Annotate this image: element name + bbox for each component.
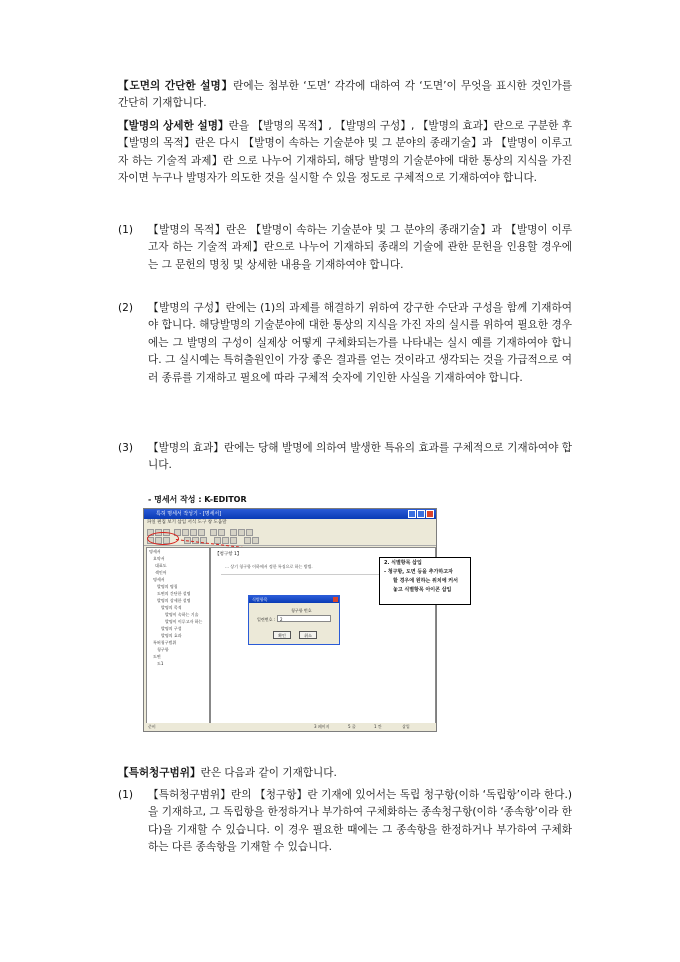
heading-claims: 【특허청구범위】 xyxy=(118,767,201,779)
image-icon[interactable] xyxy=(246,529,253,536)
window-title: 특허 명세서 작성기 - [명세서] xyxy=(156,511,222,517)
paragraph-detailed-description xyxy=(118,118,572,188)
tree-item[interactable]: 도1 xyxy=(157,661,164,666)
dialog-title: 식별항목 xyxy=(249,596,339,603)
ok-button[interactable]: 확인 xyxy=(273,631,291,639)
status-ready: 준비 xyxy=(148,724,156,729)
status-column: 1 칸 xyxy=(374,724,382,729)
tree-item[interactable]: 발명이 이루고자 하는 xyxy=(165,619,203,624)
align-right-icon[interactable] xyxy=(230,537,237,544)
tree-item[interactable]: 도면 xyxy=(153,654,161,659)
callout-line: 할 경우에 원하는 위치에 커서 xyxy=(393,578,458,584)
list-item-number: (1) xyxy=(118,789,134,801)
figure-caption: - 명세서 작성 : K-EDITOR xyxy=(148,495,247,504)
status-mode: 삽입 xyxy=(402,724,410,729)
callout-line: 놓고 식별항목 아이콘 삽입 xyxy=(393,587,452,593)
list-item-text: 【발명의 구성】란에는 (1)의 과제를 해결하기 위하여 강구한 수단과 구성을 함께 기재하여야 합니다. 해당발명의 기술분야에 대한 통상의 지식을 가진 자의 실시를 위하여 필요한 경우에는 그 발명의 구성이 실제상 어떻게 구체화되는가를 나타내는 실시 예를 기재하여야 합니다. 그 실시예는 특허출원인이 가장 좋은 결과를 얻는 것이라고 생각되는 것을 가급적으로 여러 종류를 기재하고 필요에 따라 구체적 숫자에 기인한 사실을 기재하여야 합니다. xyxy=(148,302,572,384)
paragraph-claims xyxy=(118,765,572,782)
tree-item[interactable]: 청구항 xyxy=(157,647,169,652)
text-detailed-description: 란을 【발명의 목적】, 【발명의 구성】, 【발명의 효과】란으로 구분한 후 【발명의 목적】란은 다시 【발명이 속하는 기술분야 및 그 분야의 종래기술】과 【발명이 이루고자 하는 기술적 과제】란 으로 나누어 기재하되, 해당 발명의 기술분야에 대한 통상의 지식을 가진 자이면 누구나 발명자가 의도한 것을 실시할 수 있을 정도로 구체적으로 기재하여야 합니다. xyxy=(118,120,573,185)
callout-box xyxy=(379,557,471,605)
list-item-text: 【발명의 목적】란은 【발명이 속하는 기술분야 및 그 분야의 종래기술】과 【발명이 이루고자 하는 기술적 과제】란으로 나누어 기재하되 종래의 기술에 관한 문헌을 인용할 경우에는 그 문헌의 명칭 및 상세한 내용을 기재하여야 합니다. xyxy=(148,224,572,271)
paragraph-drawing-description xyxy=(118,78,572,113)
maximize-icon[interactable] xyxy=(417,510,425,518)
superscript-icon[interactable] xyxy=(244,537,251,544)
tree-item[interactable]: 발명의 명칭 xyxy=(157,584,178,589)
subscript-icon[interactable] xyxy=(252,537,259,544)
align-center-icon[interactable] xyxy=(222,537,229,544)
tree-item[interactable]: 도면의 간단한 설명 xyxy=(157,591,191,596)
tree-item[interactable]: 명세서 xyxy=(149,549,161,554)
tree-item[interactable]: 특허청구범위 xyxy=(153,640,177,645)
table-icon[interactable] xyxy=(238,529,245,536)
tree-item[interactable]: 발명의 구성 xyxy=(161,626,182,631)
text-claims: 란은 다음과 같이 기재합니다. xyxy=(200,767,337,779)
editor-screenshot xyxy=(143,508,458,732)
tree-item[interactable]: 색인어 xyxy=(155,570,167,575)
editor-separator xyxy=(221,574,381,575)
menu-bar[interactable]: 파일 편집 보기 삽입 서식 도구 창 도움말 xyxy=(144,519,436,527)
heading-detailed-description: 【발명의 상세한 설명】 xyxy=(118,120,229,132)
close-icon[interactable] xyxy=(426,510,434,518)
dialog-label: 청구항 번호 xyxy=(291,608,312,613)
status-bar xyxy=(144,723,436,731)
cut-icon[interactable] xyxy=(182,529,189,536)
serial-number-input[interactable]: 2 xyxy=(277,615,331,622)
window-titlebar xyxy=(144,509,436,519)
status-line: 5 줄 xyxy=(348,724,356,729)
dialog-close-icon[interactable] xyxy=(333,597,338,602)
toolbar xyxy=(144,527,436,546)
minimize-icon[interactable] xyxy=(408,510,416,518)
list-item-text: 【발명의 효과】란에는 당해 발명에 의하여 발생한 특유의 효과를 구체적으로 기재하여야 합니다. xyxy=(148,442,572,472)
tree-item[interactable]: 명세서 xyxy=(153,577,165,582)
tree-item[interactable]: 대표도 xyxy=(155,563,167,568)
paste-icon[interactable] xyxy=(198,529,205,536)
document-tree xyxy=(146,547,210,725)
tree-item[interactable]: 요약서 xyxy=(153,556,165,561)
copy-icon[interactable] xyxy=(190,529,197,536)
cancel-button[interactable]: 취소 xyxy=(299,631,317,639)
editor-line: … 상기 청구항 이하에서 정한 특징으로 하는 방법. xyxy=(225,564,313,569)
tree-item[interactable]: 발명의 목적 xyxy=(161,605,182,610)
list-item-text: 【특허청구범위】란의 【청구항】란 기재에 있어서는 독립 청구항(이하 ‘독립항’이라 한다.)을 기재하고, 그 독립항을 한정하거나 부가하여 구체화하는 종속청구항(이하 ‘종속항’이라 한다)을 기재할 수 있습니다. 이 경우 필요한 때에는 그 종속항을 한정하거나 부가하여 구체화하는 다른 종속항을 기재할 수 있습니다. xyxy=(148,789,572,854)
window-controls xyxy=(408,510,434,518)
find-icon[interactable] xyxy=(230,529,237,536)
dialog-field-label: 일련번호 : xyxy=(257,617,276,622)
callout-line: - 청구항, 도면 등을 추가하고자 xyxy=(384,569,453,575)
list-item-number: (1) xyxy=(118,224,134,236)
heading-drawing-description: 【도면의 간단한 설명】 xyxy=(118,80,234,92)
tree-item[interactable]: 발명의 효과 xyxy=(161,633,182,638)
highlight-circle xyxy=(147,532,179,545)
text-drawing-description: 란에는 첨부한 ‘도면’ 각각에 대하여 각 ‘도면’이 무엇을 표시한 것인가를 간단히 기재합니다. xyxy=(118,80,572,110)
undo-icon[interactable] xyxy=(210,529,217,536)
editor-heading: 【청구항 1】 xyxy=(215,552,242,557)
tree-item[interactable]: 발명의 상세한 설명 xyxy=(157,598,191,603)
list-item-number: (2) xyxy=(118,302,134,314)
identification-item-dialog xyxy=(248,595,340,645)
tree-item[interactable]: 발명이 속하는 기술 xyxy=(165,612,199,617)
callout-title: 2. 식별항목 삽입 xyxy=(384,560,422,566)
list-item-number: (3) xyxy=(118,442,134,454)
redo-icon[interactable] xyxy=(218,529,225,536)
status-page: 3 페이지 xyxy=(314,724,330,729)
